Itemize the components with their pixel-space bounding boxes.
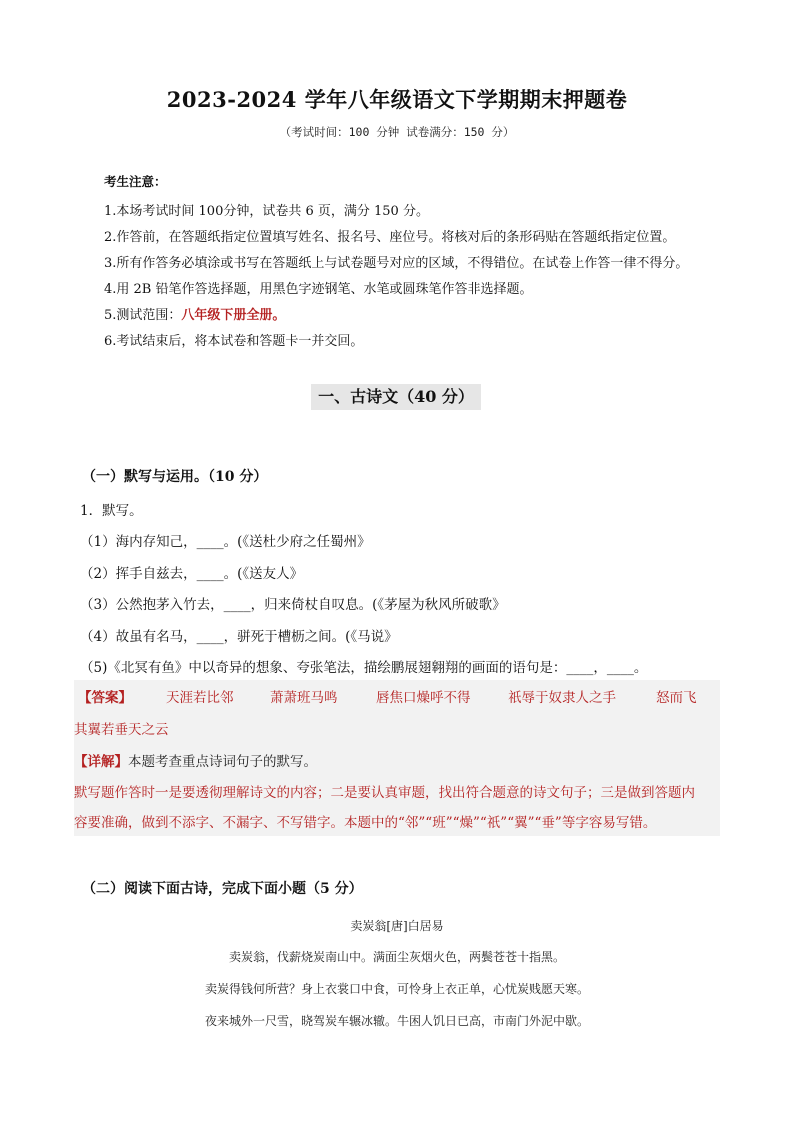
notice-item: 2.作答前，在答题纸指定位置填写姓名、报名号、座位号。将核对后的条形码贴在答题纸指定位置。 (104, 230, 676, 245)
exam-title: 2023-2024 学年八年级语文下学期期末押题卷 (166, 87, 628, 112)
scope-label: 5.测试范围： (104, 308, 182, 323)
notice-item-scope (104, 303, 744, 329)
question-intro: 1．默写。 (80, 503, 143, 519)
poem-title: 卖炭翁[唐]白居易 (350, 919, 444, 933)
notice-item: 4.用 2B 铅笔作答选择题，用黑色字迹钢笔、水笔或圆珠笔作答非选择题。 (104, 282, 533, 297)
answer-item: 萧萧班马鸣 (270, 690, 338, 706)
notice-item: 1.本场考试时间 100分钟，试卷共 6 页，满分 150 分。 (104, 204, 429, 219)
question-line: （3）公然抱茅入竹去，____，归来倚杖自叹息。(《茅屋为秋风所破歌》 (80, 597, 506, 613)
explain-line: 默写题作答时一是要透彻理解诗文的内容；二是要认真审题，找出符合题意的诗文句子；三是做到答题内 (74, 785, 695, 801)
answer-row (74, 686, 720, 706)
answer-continuation: 其翼若垂天之云 (74, 722, 169, 738)
notice-heading: 考生注意： (104, 174, 167, 189)
question-line: （5)《北冥有鱼》中以奇异的想象、夸张笔法，描绘鹏展翅翱翔的画面的语句是：____，____。 (80, 660, 648, 676)
part2-heading: （二）阅读下面古诗，完成下面小题（5 分） (82, 881, 363, 897)
question-line: （1）海内存知己，____。(《送杜少府之任蜀州》 (80, 534, 371, 550)
question-line: （4）故虽有名马，____，骈死于槽枥之间。(《马说》 (80, 629, 398, 645)
notice-item: 3.所有作答务必填涂或书写在答题纸上与试卷题号对应的区域，不得错位。在试卷上作答一律不得分。 (104, 256, 689, 271)
explain-line: 容要准确，做到不添字、不漏字、不写错字。本题中的“邻”“班”“燥”“祇”“翼”“垂”等字容易写错。 (74, 815, 657, 831)
poem-line: 卖炭得钱何所营？身上衣裳口中食，可怜身上衣正单，心忧炭贱愿天寒。 (204, 982, 589, 996)
answer-item: 祇辱于奴隶人之手 (508, 690, 616, 706)
scope-value: 八年级下册全册。 (181, 308, 286, 323)
poem-line: 卖炭翁，伐薪烧炭南山中。满面尘灰烟火色，两鬓苍苍十指黑。 (228, 950, 565, 964)
answer-item: 怒而飞 (656, 690, 697, 706)
answer-item: 天涯若比邻 (166, 690, 234, 706)
detail-text: 本题考查重点诗词句子的默写。 (128, 754, 317, 770)
detail-row (74, 750, 317, 770)
exam-subtitle: （考试时间：100 分钟 试卷满分：150 分） (279, 125, 515, 139)
notice-block (104, 172, 744, 355)
answer-box (74, 680, 720, 836)
notice-item: 6.考试结束后，将本试卷和答题卡一并交回。 (104, 334, 364, 349)
part1-heading: （一）默写与运用。（10 分） (82, 469, 268, 485)
answer-item: 唇焦口燥呼不得 (376, 690, 471, 706)
section-title: 一、古诗文（40 分） (311, 384, 481, 410)
detail-tag: 【详解】 (74, 754, 128, 770)
answer-tag: 【答案】 (78, 690, 132, 706)
question-line: （2）挥手自兹去，____。(《送友人》 (80, 566, 304, 582)
poem-line: 夜来城外一尺雪，晓驾炭车辗冰辙。牛困人饥日已高，市南门外泥中歇。 (204, 1014, 589, 1028)
